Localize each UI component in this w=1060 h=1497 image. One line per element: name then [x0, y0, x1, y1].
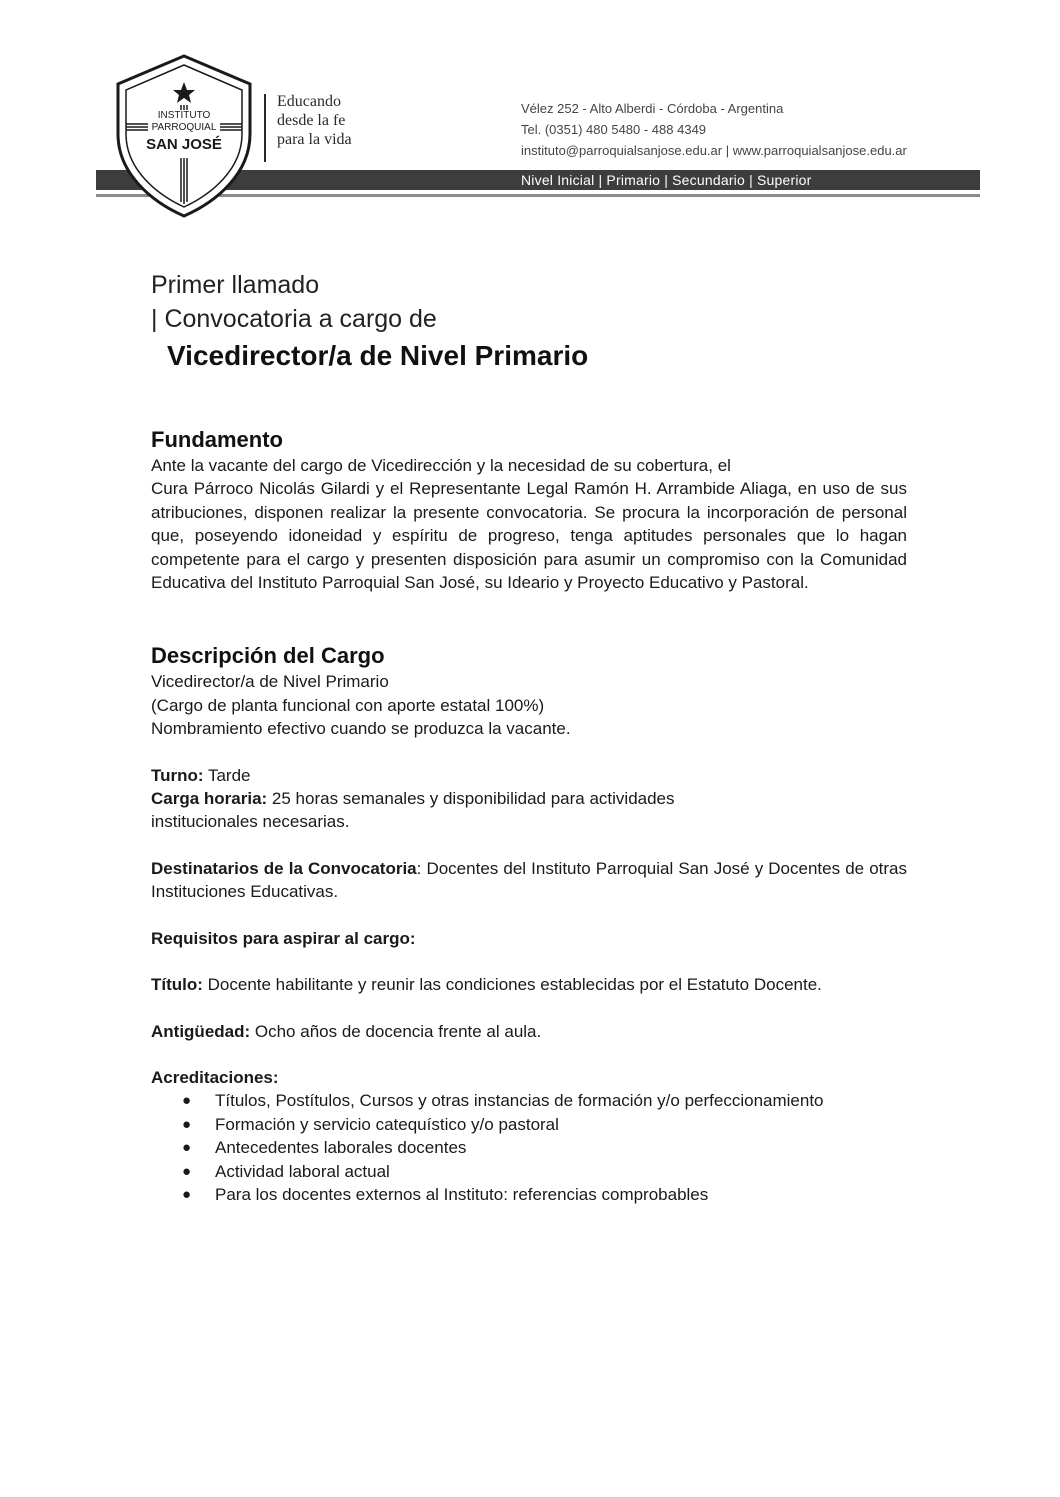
phone: Tel. (0351) 480 5480 - 488 4349 [521, 122, 707, 137]
title-line-2: | Convocatoria a cargo de [151, 305, 437, 333]
bullet-icon: ● [182, 1115, 192, 1133]
acreditaciones-list [151, 1089, 907, 1206]
slogan-line: para la vida [277, 131, 352, 148]
destinatarios-label: Destinatarios de la Convocatoria [151, 858, 417, 878]
cargo-planta: (Cargo de planta funcional con aporte estatal 100%) [151, 695, 545, 715]
antiguedad-row [151, 1020, 907, 1043]
email-web: instituto@parroquialsanjose.edu.ar | www.parroquialsanjose.edu.ar [521, 143, 907, 158]
list-item [151, 1089, 907, 1112]
list-item-text: Para los docentes externos al Instituto: referencias comprobables [215, 1184, 709, 1204]
antiguedad-value: Ocho años de docencia frente al aula. [250, 1021, 542, 1041]
list-item-text: Actividad laboral actual [215, 1161, 390, 1181]
fundamento-paragraph: Cura Párroco Nicolás Gilardi y el Representante Legal Ramón H. Arrambide Aliaga, en uso de sus atribuciones, disponen realizar la presente convocatoria. Se procura la incorporación de personal que, poseyendo idoneidad y espíritu de progreso, tenga aptitudes personales que lo hagan competente para el cargo y presenten disposición para asumir un compromiso con la Comunidad Educativa del Instituto Parroquial San José, su Ideario y Proyecto Educativo y Pastoral. [151, 479, 907, 593]
antiguedad-label: Antigüedad: [151, 1021, 251, 1041]
list-item-text: Antecedentes laborales docentes [215, 1138, 467, 1158]
slogan-line: desde la fe [277, 112, 346, 129]
acreditaciones-label: Acreditaciones: [151, 1067, 279, 1087]
turno-row [151, 764, 907, 787]
logo-line-2: PARROQUIAL [151, 122, 217, 133]
logo-line-1: INSTITUTO [157, 110, 211, 121]
levels-text: Nivel Inicial | Primario | Secundario | Superior [521, 172, 812, 188]
bullet-icon: ● [182, 1092, 192, 1110]
titulo-label: Título: [151, 975, 203, 995]
carga-value-2: institucionales necesarias. [151, 812, 350, 832]
bullet-icon: ● [182, 1185, 192, 1203]
turno-label: Turno: [151, 765, 204, 785]
school-logo [112, 52, 256, 220]
fundamento-first-line: Ante la vacante del cargo de Vicedirección y la necesidad de su cobertura, el [151, 456, 731, 475]
turno-value: Tarde [203, 765, 251, 785]
list-item-text: Títulos, Postítulos, Cursos y otras instancias de formación y/o perfeccionamiento [215, 1091, 824, 1111]
logo-line-3: SAN JOSÉ [146, 136, 222, 153]
list-item [151, 1160, 907, 1183]
destinatarios-row [151, 857, 907, 904]
letterhead [0, 0, 1060, 230]
fundamento-heading: Fundamento [151, 427, 283, 452]
slogan-line: Educando [277, 93, 341, 110]
carga-label: Carga horaria: [151, 789, 268, 809]
cargo-name: Vicedirector/a de Nivel Primario [151, 672, 389, 692]
slogan [277, 92, 352, 149]
contact-info [521, 98, 907, 161]
requisitos-heading: Requisitos para aspirar al cargo: [151, 928, 416, 948]
page-title: Vicedirector/a de Nivel Primario [167, 340, 589, 371]
descripcion-heading: Descripción del Cargo [151, 643, 385, 669]
address: Vélez 252 - Alto Alberdi - Córdoba - Argentina [521, 101, 784, 116]
list-item [151, 1183, 907, 1206]
list-item [151, 1136, 907, 1159]
list-item-text: Formación y servicio catequístico y/o pastoral [215, 1114, 559, 1134]
bullet-icon: ● [182, 1162, 192, 1180]
titulo-row [151, 973, 907, 996]
cargo-nombramiento: Nombramiento efectivo cuando se produzca la vacante. [151, 719, 571, 739]
slogan-divider [264, 94, 266, 162]
document-body [151, 268, 907, 1206]
titulo-value: Docente habilitante y reunir las condiciones establecidas por el Estatuto Docente. [202, 975, 822, 995]
carga-value: 25 horas semanales y disponibilidad para actividades [267, 789, 675, 809]
destinatarios-value: : Docentes del Instituto Parroquial San José y Docentes de otras Instituciones Educativas. [151, 858, 907, 902]
title-line-1: Primer llamado [151, 271, 320, 299]
list-item [151, 1113, 907, 1136]
bullet-icon: ● [182, 1139, 192, 1157]
carga-row [151, 787, 907, 810]
